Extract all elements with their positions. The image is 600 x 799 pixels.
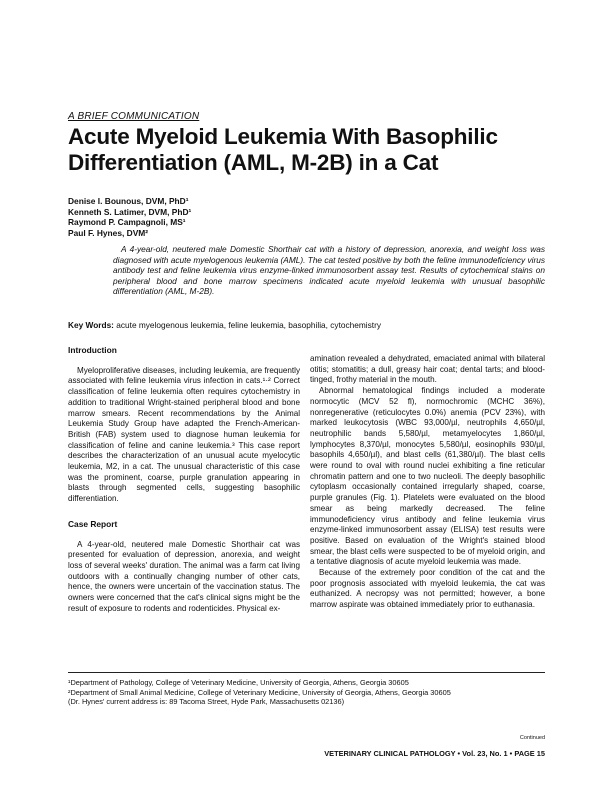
footnote: ¹Department of Pathology, College of Veterinary Medicine, University of Georgia, Athens, Georgia 30605 bbox=[68, 678, 409, 687]
section-label: A BRIEF COMMUNICATION bbox=[68, 111, 200, 122]
case-report-paragraph-continued: amination revealed a dehydrated, emaciated animal with bilateral otitis; stomatitis; a dull, greasy hair coat; dental tarts; and blood-tinged, frothy material in the mouth. bbox=[310, 354, 545, 385]
right-column bbox=[310, 354, 545, 611]
keywords-text: acute myelogenous leukemia, feline leukemia, basophilia, cytochemistry bbox=[116, 320, 381, 330]
author: Raymond P. Campagnoli, MS¹ bbox=[68, 217, 186, 227]
keywords-label: Key Words: bbox=[68, 320, 114, 330]
introduction-heading: Introduction bbox=[68, 345, 117, 355]
case-report-paragraph: A 4-year-old, neutered male Domestic Shorthair cat was presented for evaluation of depression, anorexia, and weight loss of several weeks' duration. The animal was a farm cat living outdoors with a continually changing number of other cats, hence, the owners were uncertain of the vaccination status. The owners were concerned that the cat's clinical signs might be the result of exposure to rodents and rodenticides. Physical ex- bbox=[68, 539, 300, 613]
footnote-divider bbox=[68, 672, 545, 673]
case-report-heading: Case Report bbox=[68, 518, 118, 529]
keywords bbox=[68, 320, 381, 330]
author: Kenneth S. Latimer, DVM, PhD¹ bbox=[68, 206, 192, 217]
abstract: A 4-year-old, neutered male Domestic Shorthair cat with a history of depression, anorexia, and weight loss was diagnosed with acute myelogenous leukemia (AML). The cat tested positive by both the feline immunodeficiency virus antibody test and feline leukemia virus enzyme-linked immunosorbent assay test. Results of cytochemical stains on peripheral blood and bone marrow specimens indicated acute myeloid leukemia with unusual basophilic differentiation (AML, M-2B). bbox=[113, 244, 545, 297]
page-footer: VETERINARY CLINICAL PATHOLOGY • Vol. 23, No. 1 • PAGE 15 bbox=[324, 749, 545, 758]
author-list bbox=[68, 196, 191, 238]
author: Denise I. Bounous, DVM, PhD¹ bbox=[68, 196, 189, 206]
continued-note: Continued bbox=[519, 735, 545, 741]
footnote: (Dr. Hynes' current address is: 89 Tacoma Street, Hyde Park, Massachusetts 02136) bbox=[68, 697, 345, 707]
footnote: ²Department of Small Animal Medicine, College of Veterinary Medicine, University of Georgia, Athens, Georgia 30605 bbox=[68, 687, 451, 697]
author: Paul F. Hynes, DVM² bbox=[68, 227, 149, 238]
case-report-paragraph: Abnormal hematological findings included a moderate normocytic (MCV 52 fl), normochromic (MCHC 36%), nonregenerative (reticulocytes 0.0%) anemia (PCV 23%), with marked leukocytosis (WBC 93,000/µl, neutrophils 4,650/µl, neutrophilic bands 5,580/µl, metamyelocytes 1,860/µl, lymphocytes 8,370/µl, monocytes 5,580/µl, eosinophils 930/µl, basophils 4,650/µl), and blast cells (61,380/µl). The blast cells were round to oval with round nuclei exhibiting a fine reticular chromatin pattern and one to two nucleoli. The deeply basophilic cytoplasm occasionally contained irregularly shaped, coarse, purple granules (Fig. 1). Platelets were evaluated on the blood smear as being markedly decreased. The feline immunodeficiency virus antibody and feline leukemia virus enzyme-linked immunosorbent assay (ELISA) test results were positive. Based on evaluation of the Wright's stained blood smear, the blast cells were suspected to be of myeloid origin, and a tentative diagnosis of acute myeloid leukemia was made. bbox=[310, 386, 545, 567]
left-column bbox=[68, 345, 300, 614]
footnotes bbox=[68, 678, 548, 707]
article-title: Acute Myeloid Leukemia With Basophilic Differentiation (AML, M-2B) in a Cat bbox=[68, 124, 498, 175]
case-report-paragraph: Because of the extremely poor condition of the cat and the poor prognosis associated with myeloid leukemia, the cat was euthanized. A necropsy was not permitted; however, a bone marrow aspirate was obtained immediately prior to euthanasia. bbox=[310, 568, 545, 610]
introduction-paragraph: Myeloproliferative diseases, including leukemia, are frequently associated with feline leukemia virus infection in cats.¹·² Correct classification of feline leukemia often requires cytochemistry in addition to traditional Wright-stained peripheral blood and bone marrow smears. Recent recommendations by the Animal Leukemia Study Group have adapted the French-American-British (FAB) system used to diagnose human leukemia for classification of feline and canine leukemia.³ This case report describes the characterization of an unusual acute myelocytic leukemia, M2, in a cat. The unusual characteristic of this case was the prominent, coarse, purple granulation appearing in blasts through segmented cells, suggesting basophilic differentiation. bbox=[68, 365, 300, 504]
